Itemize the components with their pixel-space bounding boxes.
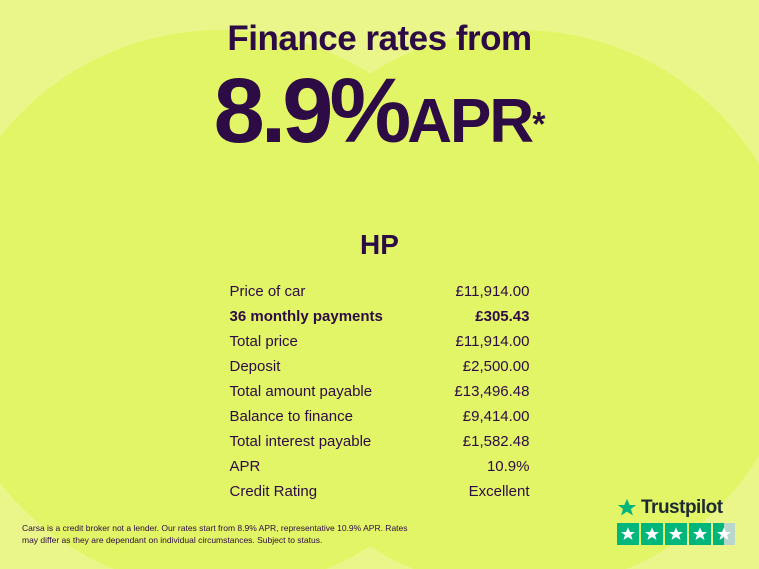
table-row (230, 354, 530, 379)
legal-disclaimer: Carsa is a credit broker not a lender. Our rates start from 8.9% APR, representative 10.9% APR. Rates may differ as they are dependant on individual circumstances. Subject to status. (22, 522, 408, 546)
plan-title: HP (360, 228, 399, 260)
star-icon (689, 523, 711, 545)
star-icon (641, 523, 663, 545)
row-value: £9,414.00 (462, 407, 530, 425)
apr-headline (0, 59, 759, 162)
trustpilot-widget[interactable] (617, 497, 737, 545)
apr-asterisk: * (532, 105, 546, 144)
row-label: Total interest payable (229, 432, 372, 450)
table-row (230, 479, 530, 504)
table-row (230, 279, 530, 304)
row-value: £13,496.48 (454, 382, 530, 400)
row-label: Price of car (229, 282, 306, 300)
row-value: £1,582.48 (462, 432, 530, 450)
row-value: £305.43 (475, 307, 530, 325)
half-star-icon (713, 523, 735, 545)
row-value: £11,914.00 (455, 332, 530, 350)
row-label: Total price (229, 332, 298, 350)
finance-breakdown-table (230, 279, 530, 504)
table-row (230, 379, 530, 404)
trustpilot-wordmark: Trustpilot (641, 497, 723, 518)
row-label: Balance to finance (229, 407, 353, 425)
row-value: £11,914.00 (455, 282, 530, 300)
trustpilot-header (617, 497, 737, 519)
row-label: 36 monthly payments (229, 307, 383, 325)
table-row (230, 454, 530, 479)
row-label: Deposit (229, 357, 281, 375)
trustpilot-rating-stars (617, 523, 737, 545)
row-value: Excellent (468, 482, 530, 500)
row-value: £2,500.00 (462, 357, 530, 375)
row-value: 10.9% (486, 457, 530, 475)
apr-rate: 8.9% (213, 59, 408, 162)
star-icon (665, 523, 687, 545)
table-row (230, 329, 530, 354)
table-row (230, 429, 530, 454)
row-label: APR (229, 457, 261, 475)
table-row (230, 304, 530, 329)
apr-unit: APR (407, 86, 533, 156)
row-label: Credit Rating (229, 482, 318, 500)
page-title: Finance rates from (227, 19, 532, 58)
table-row (230, 404, 530, 429)
trustpilot-star-icon (617, 498, 637, 518)
star-icon (617, 523, 639, 545)
row-label: Total amount payable (229, 382, 373, 400)
